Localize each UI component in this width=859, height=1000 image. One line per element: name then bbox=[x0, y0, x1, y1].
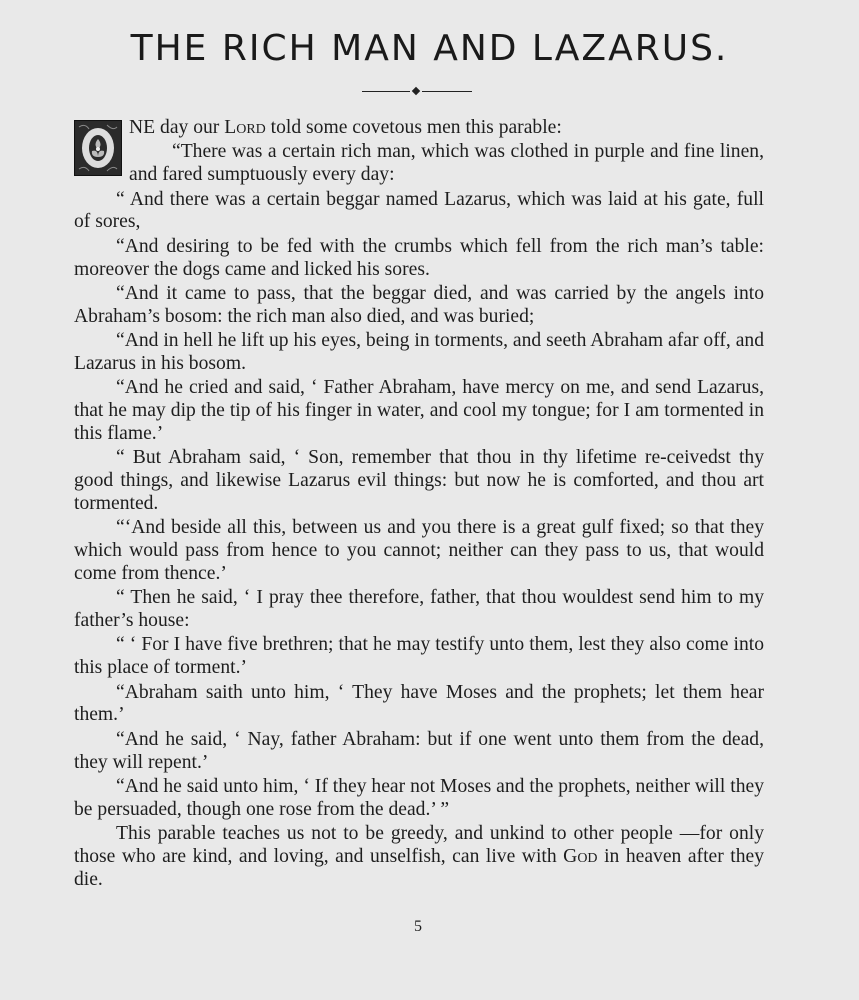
paragraph-6: “And in hell he lift up his eyes, being in torments, and seeth Abraham afar off, and Lazarus in his bosom. bbox=[74, 330, 764, 374]
page-title: THE RICH MAN AND LAZARUS. bbox=[130, 28, 729, 69]
paragraph-8: “ But Abraham said, ‘ Son, remember that thou in thy lifetime re-ceivedst thy good things, and likewise Lazarus evil things: but now he is comforted, and thou art tormented. bbox=[74, 447, 764, 514]
ornament-rule-left bbox=[362, 91, 410, 92]
smallcaps-god: God bbox=[563, 846, 598, 868]
ornament-rule-right bbox=[422, 91, 472, 92]
paragraph-13: “And he said, ‘ Nay, father Abraham: but if one went unto them from the dead, they will repent.’ bbox=[74, 728, 764, 773]
paragraph-2: “There was a certain rich man, which was clothed in purple and fine linen, and fared sumptuously every day: bbox=[129, 141, 764, 186]
paragraph-11: “ ‘ For I have five brethren; that he may testify unto them, lest they also come into this place of torment.’ bbox=[74, 634, 764, 679]
paragraph-9: “‘And beside all this, between us and you there is a great gulf fixed; so that they which would pass from hence to you cannot; neither can they pass to us, that would come from thence.’ bbox=[74, 517, 764, 584]
paragraph-15: This parable teaches us not to be greedy, and unkind to other people —for only those who are kind, and loving, and unselfish, can live with God in heaven after they die. bbox=[74, 823, 764, 890]
paragraph-3: “ And there was a certain beggar named Lazarus, which was laid at his gate, full of sores, bbox=[74, 188, 764, 233]
title-ornament bbox=[362, 88, 472, 96]
paragraph-10: “ Then he said, ‘ I pray thee therefore, father, that thou wouldest send him to my father’s house: bbox=[74, 587, 764, 632]
paragraph-7: “And he cried and said, ‘ Father Abraham, have mercy on me, and send Lazarus, that he may dip the tip of his finger in water, and cool my tongue; for I am tormented in this flame.’ bbox=[74, 377, 764, 444]
decorated-initial bbox=[74, 120, 122, 176]
paragraph-5: “And it came to pass, that the beggar died, and was carried by the angels into Abraham’s bosom: the rich man also died, and was buried; bbox=[74, 282, 764, 327]
paragraph-1: NE day our Lord told some covetous men this parable: bbox=[129, 117, 562, 138]
ornament-diamond bbox=[412, 87, 420, 95]
paragraph-14: “And he said unto him, ‘ If they hear not Moses and the prophets, neither will they be persuaded, though one rose from the dead.’ ” bbox=[74, 776, 764, 820]
parable-text bbox=[74, 117, 764, 893]
page-number: 5 bbox=[414, 918, 422, 935]
paragraph-12: “Abraham saith unto him, ‘ They have Moses and the prophets; let them hear them.’ bbox=[74, 681, 764, 726]
decorated-initial-letter-o-icon bbox=[75, 121, 121, 175]
smallcaps-lord: Lord bbox=[224, 117, 266, 138]
paragraph-4: “And desiring to be fed with the crumbs which fell from the rich man’s table: moreover the dogs came and licked his sores. bbox=[74, 235, 764, 280]
